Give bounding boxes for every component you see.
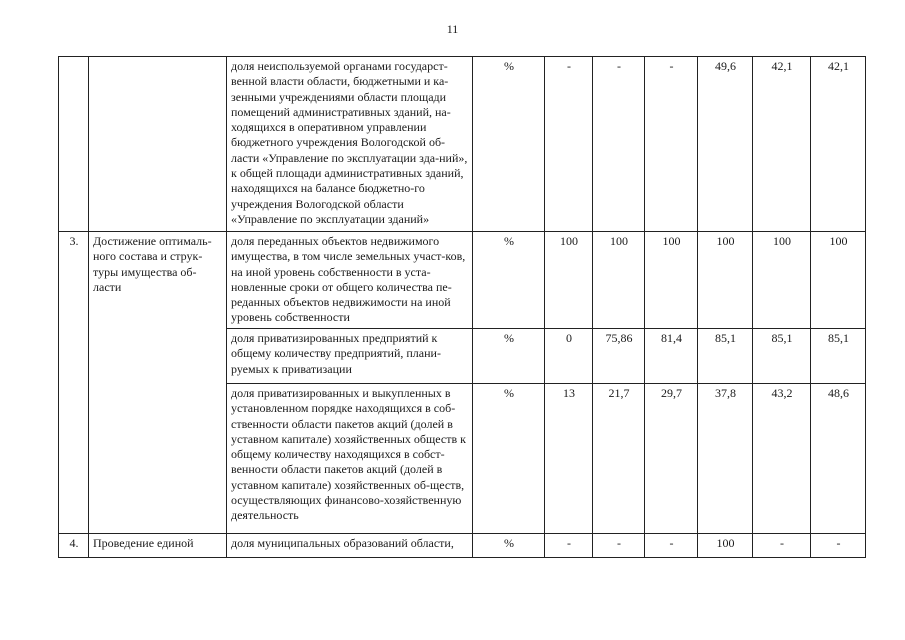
indicator-text: доля приватизированных и выкупленных в установленном порядке находящихся в соб-ственности области пакетов акций (долей в уставном капитале) хозяйственных обществ к общему количеству находящихся в собст-венности области пакетов акций (долей в уставном капитале) хозяйственных об-ществ, осуществляющих финансово-хозяйственную деятельность bbox=[231, 386, 466, 523]
value-cell: - bbox=[593, 534, 645, 558]
value-cell: 75,86 bbox=[593, 329, 645, 384]
value-cell: 100 bbox=[593, 232, 645, 329]
unit-cell: % bbox=[473, 232, 545, 329]
value-cell: 85,1 bbox=[698, 329, 753, 384]
value-cell: 42,1 bbox=[753, 57, 811, 232]
unit-cell: % bbox=[473, 384, 545, 534]
value-cell: 21,7 bbox=[593, 384, 645, 534]
value-cell: - bbox=[753, 534, 811, 558]
indicator-cell bbox=[227, 384, 473, 534]
indicator-text: доля муниципальных образований области, bbox=[231, 536, 454, 550]
table-row bbox=[59, 57, 866, 232]
indicators-table bbox=[58, 56, 866, 558]
value-cell: 42,1 bbox=[811, 57, 866, 232]
task-cell: Проведение единой bbox=[89, 534, 227, 558]
value-cell: 48,6 bbox=[811, 384, 866, 534]
value-cell: 29,7 bbox=[645, 384, 698, 534]
value-cell: - bbox=[645, 534, 698, 558]
indicator-cell bbox=[227, 329, 473, 384]
table-row bbox=[59, 534, 866, 558]
value-cell: 49,6 bbox=[698, 57, 753, 232]
value-cell: - bbox=[811, 534, 866, 558]
value-cell: 85,1 bbox=[753, 329, 811, 384]
page-number: 11 bbox=[446, 22, 459, 36]
value-cell: 100 bbox=[645, 232, 698, 329]
row-number-cell: 3. bbox=[59, 232, 89, 534]
unit-cell: % bbox=[473, 534, 545, 558]
value-cell: 13 bbox=[545, 384, 593, 534]
indicator-text: доля переданных объектов недвижимого имущества, в том числе земельных участ-ков, на иной уровень собственности в уста-новленные сроки от общего количества пе-реданных объектов недвижимости на иной уровень собственности bbox=[231, 234, 466, 325]
value-cell: 0 bbox=[545, 329, 593, 384]
task-cell bbox=[89, 57, 227, 232]
value-cell: 100 bbox=[811, 232, 866, 329]
value-cell: - bbox=[545, 534, 593, 558]
value-cell: 85,1 bbox=[811, 329, 866, 384]
value-cell: 100 bbox=[753, 232, 811, 329]
value-cell: 100 bbox=[545, 232, 593, 329]
indicator-cell bbox=[227, 534, 473, 558]
value-cell: 81,4 bbox=[645, 329, 698, 384]
value-cell: - bbox=[545, 57, 593, 232]
indicator-text: доля приватизированных предприятий к общему количеству предприятий, плани-руемых к приватизации bbox=[231, 331, 441, 376]
unit-cell: % bbox=[473, 57, 545, 232]
value-cell: 100 bbox=[698, 232, 753, 329]
unit-cell: % bbox=[473, 329, 545, 384]
indicator-cell bbox=[227, 57, 473, 232]
value-cell: 37,8 bbox=[698, 384, 753, 534]
value-cell: 43,2 bbox=[753, 384, 811, 534]
value-cell: 100 bbox=[698, 534, 753, 558]
indicator-text: доля неиспользуемой органами государст-венной власти области, бюджетными и ка-зенными учреждениями области площади помещений административных зданий, на-ходящихся в оперативном управлении бюджетного учреждения Вологодской об-ласти «Управление по эксплуатации зда-ний», к общей площади административных зданий, находящихся на балансе бюджетно-го учреждения Вологодской области «Управление по эксплуатации зданий» bbox=[231, 59, 468, 226]
value-cell: - bbox=[645, 57, 698, 232]
table-row bbox=[59, 232, 866, 329]
value-cell: - bbox=[593, 57, 645, 232]
row-number-cell: 4. bbox=[59, 534, 89, 558]
indicator-cell bbox=[227, 232, 473, 329]
task-cell: Достижение оптималь-ного состава и струк-туры имущества об-ласти bbox=[89, 232, 227, 534]
row-number-cell bbox=[59, 57, 89, 232]
